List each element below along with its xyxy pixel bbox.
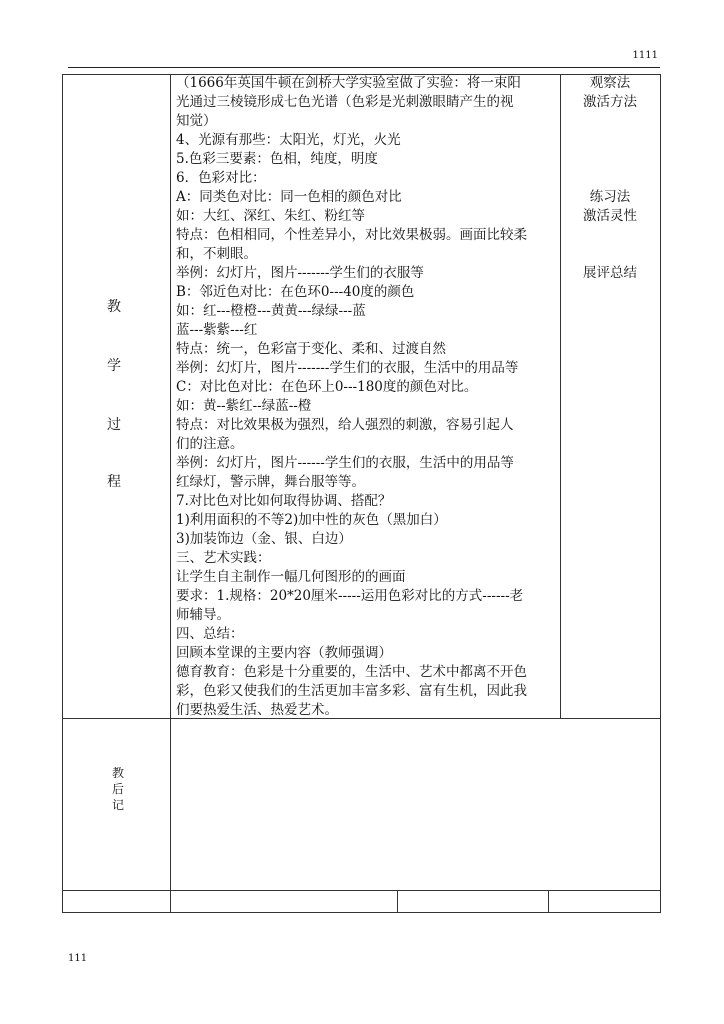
label-char: 记: [111, 798, 124, 812]
label-char: 教: [107, 299, 121, 315]
table-border: [170, 74, 171, 912]
content-line: 举例：幻灯片，图片-------学生们的衣服等: [176, 265, 424, 281]
table-border: [560, 74, 561, 718]
label-char: 后: [111, 782, 124, 796]
notes-label: [108, 765, 128, 813]
table-border: [548, 890, 549, 912]
table-border: [397, 890, 398, 912]
content-line: 6．色彩对比：: [176, 170, 266, 186]
content-line: 师辅导。: [176, 607, 230, 623]
label-char: 学: [107, 358, 121, 374]
content-line: 7.对比色对比如何取得协调、搭配？: [176, 493, 392, 509]
content-line: 彩，色彩又使我们的生活更加丰富多彩、富有生机，因此我: [176, 683, 527, 699]
content-line: 们的注意。: [176, 436, 244, 452]
label-char: 过: [107, 417, 121, 433]
content-line: 1)利用面积的不等2)加中性的灰色（黑加白）: [176, 512, 447, 528]
content-line: 光通过三棱镜形成七色光谱（色彩是光刺激眼睛产生的视: [176, 94, 514, 110]
content-line: 知觉）: [176, 113, 217, 129]
content-line: 让学生自主制作一幅几何图形的的画面: [176, 569, 406, 585]
footer-page-mark: 111: [68, 953, 88, 964]
content-line: 5.色彩三要素：色相，纯度，明度: [176, 151, 378, 167]
content-line: 4、光源有那些：太阳光，灯光，火光: [176, 132, 401, 148]
method-text: 观察法: [589, 75, 631, 91]
content-line: 三、艺术实践：: [176, 550, 271, 566]
method-review: [560, 264, 660, 283]
content-line: 和，不刺眼。: [176, 246, 257, 262]
label-char: 程: [107, 474, 121, 490]
content-line: 如：黄--紫红--绿蓝--橙: [176, 398, 312, 414]
table-border: [62, 890, 660, 891]
content-line: 特点：色相相同，个性差异小，对比效果极弱。画面比较柔: [176, 227, 527, 243]
content-line: 举例：幻灯片，图片-------学生们的衣服，生活中的用品等: [176, 360, 519, 376]
method-text: 激活灵性: [583, 208, 637, 224]
content-line: 特点：统一，色彩富于变化、柔和、过渡自然: [176, 341, 446, 357]
content-line: 如：大红、深红、朱红、粉红等: [176, 208, 365, 224]
table-border: [62, 74, 63, 912]
method-observation: [560, 74, 660, 112]
content-line: 红绿灯，警示牌，舞台服等等。: [176, 474, 365, 490]
method-practice: [560, 188, 660, 226]
method-text: 练习法: [589, 189, 631, 205]
label-char: 教: [111, 766, 124, 780]
content-line: 如：红---橙橙---黄黄---绿绿---蓝: [176, 303, 366, 319]
content-line: 要求：1.规格：20*20厘米-----运用色彩对比的方式------老: [176, 588, 524, 604]
content-line: A：同类色对比：同一色相的颜色对比: [176, 189, 402, 205]
content-line: 特点：对比效果极为强烈，给人强烈的刺激，容易引起人: [176, 417, 514, 433]
content-line: C：对比色对比：在色环上0---180度的颜色对比。: [176, 379, 478, 395]
process-content: [176, 74, 560, 720]
content-line: 四、总结：: [176, 626, 244, 642]
method-text: 展评总结: [583, 265, 637, 281]
table-border: [660, 74, 661, 912]
method-text: 激活方法: [583, 94, 637, 110]
header-rule: [68, 67, 660, 68]
content-line: B：邻近色对比：在色环0---40度的颜色: [176, 284, 415, 300]
table-border: [62, 912, 661, 913]
content-line: 3)加装饰边（金、银、白边）: [176, 531, 352, 547]
content-line: 蓝---紫紫---红: [176, 322, 258, 338]
header-page-mark: 1111: [632, 50, 658, 61]
content-line: 举例：幻灯片，图片------学生们的衣服，生活中的用品等: [176, 455, 514, 471]
content-line: 回顾本堂课的主要内容（教师强调）: [176, 645, 392, 661]
content-line: （1666年英国牛顿在剑桥大学实验室做了实验：将一束阳: [176, 75, 521, 91]
content-line: 们要热爱生活、热爱艺术。: [176, 702, 338, 718]
content-line: 德育教育：色彩是十分重要的，生活中、艺术中都离不开色: [176, 664, 527, 680]
